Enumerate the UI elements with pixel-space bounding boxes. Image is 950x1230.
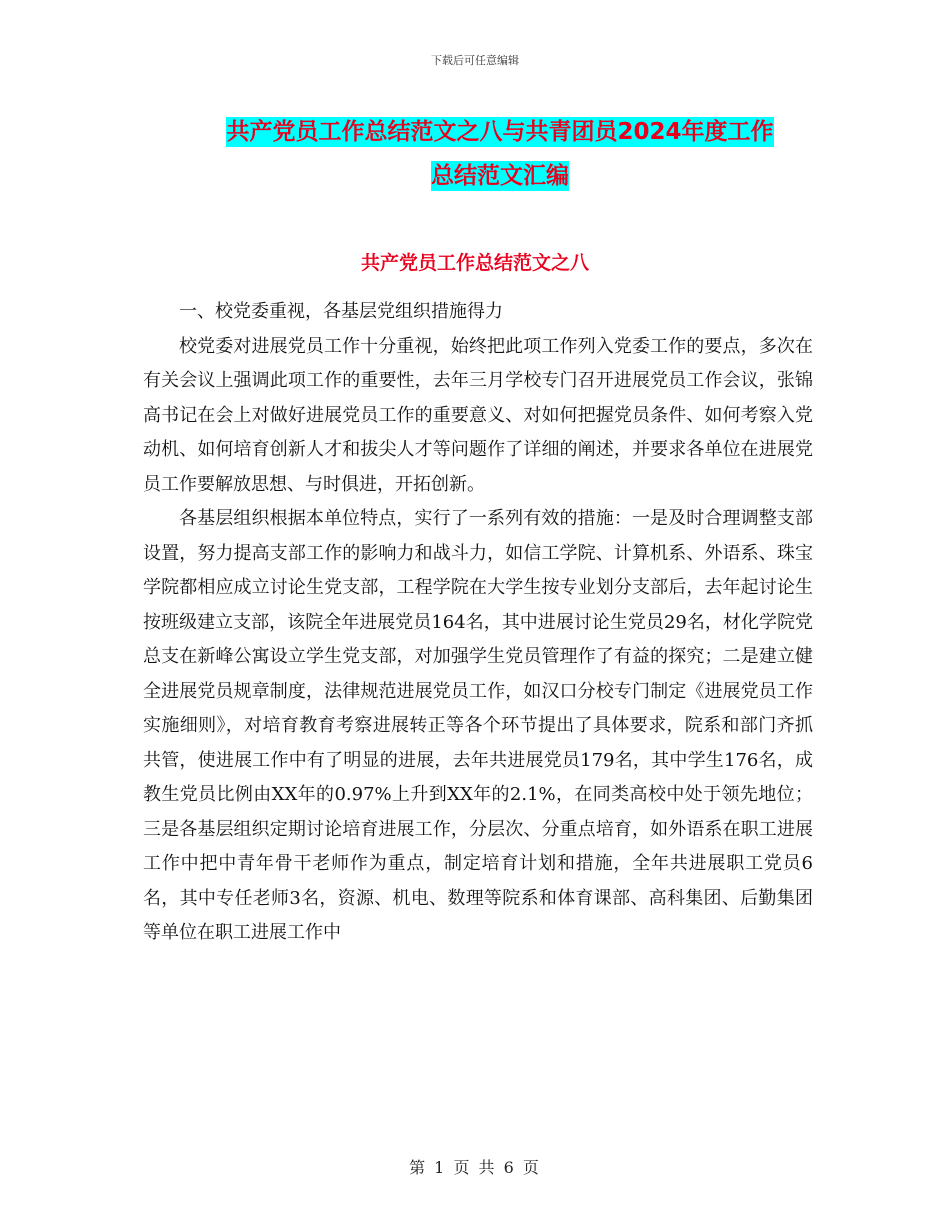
page-number-footer: 第 1 页 共 6 页	[409, 1158, 541, 1177]
document-title	[180, 110, 820, 198]
document-title-line-1: 共产党员工作总结范文之八与共青团员2024年度工作	[226, 119, 774, 145]
document-body	[143, 295, 813, 951]
paragraph: 各基层组织根据本单位特点，实行了一系列有效的措施：一是及时合理调整支部设置，努力提高支部工作的影响力和战斗力，如信工学院、计算机系、外语系、珠宝学院都相应成立讨论生党支部，工程学院在大学生按专业划分支部后，去年起讨论生按班级建立支部，该院全年进展党员164名，其中进展讨论生党员29名，材化学院党总支在新峰公寓设立学生党支部，对加强学生党员管理作了有益的探究；二是建立健全进展党员规章制度，法律规范进展党员工作，如汉口分校专门制定《进展党员工作实施细则》，对培育教育考察进展转正等各个环节提出了具体要求，院系和部门齐抓共管，使进展工作中有了明显的进展，去年共进展党员179名，其中学生176名，成教生党员比例由XX年的0.97%上升到XX年的2.1%，在同类高校中处于领先地位；三是各基层组织定期讨论培育进展工作，分层次、分重点培育，如外语系在职工进展工作中把中青年骨干老师作为重点，制定培育计划和措施，全年共进展职工党员6名，其中专任老师3名，资源、机电、数理等院系和体育课部、高科集团、后勤集团等单位在职工进展工作中	[143, 508, 813, 943]
page-header-note: 下载后可任意编辑	[431, 54, 519, 67]
document-title-line-2: 总结范文汇编	[431, 163, 569, 189]
section-title: 共产党员工作总结范文之八	[360, 252, 589, 274]
paragraph-heading: 一、校党委重视，各基层党组织措施得力	[179, 301, 503, 322]
paragraph: 校党委对进展党员工作十分重视，始终把此项工作列入党委工作的要点，多次在有关会议上强调此项工作的重要性，去年三月学校专门召开进展党员工作会议，张锦高书记在会上对做好进展党员工作的重要意义、对如何把握党员条件、如何考察入党动机、如何培育创新人才和拔尖人才等问题作了详细的阐述，并要求各单位在进展党员工作要解放思想、与时俱进，开拓创新。	[143, 335, 813, 495]
